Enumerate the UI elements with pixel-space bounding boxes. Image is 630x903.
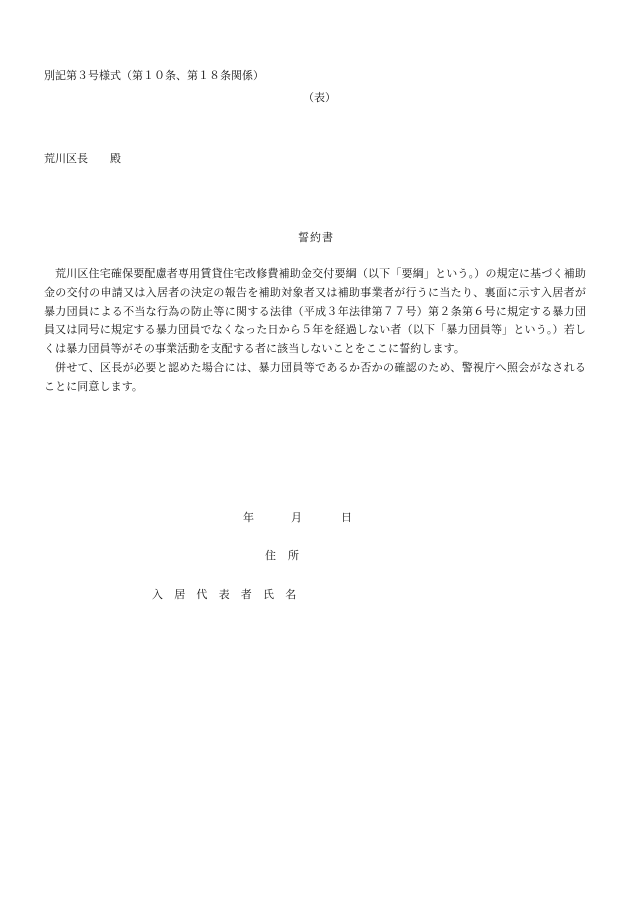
- resident-representative-name-label: 入居代表者氏名: [152, 588, 308, 601]
- side-mark: （表）: [303, 91, 336, 104]
- day-label: 日: [341, 511, 352, 524]
- date-row: [243, 509, 352, 525]
- honorific: 殿: [110, 152, 121, 165]
- addressee-line: [44, 150, 121, 166]
- document-title: 誓約書: [298, 231, 334, 244]
- pledge-paragraph: 荒川区住宅確保要配慮者専用賃貸住宅改修費補助金交付要綱（以下「要綱」という。）の規定に基づく補助金の交付の申請又は入居者の決定の報告を補助対象者又は補助事業者が行うに当たり、裏面に示す入居者が暴力団員による不当な行為の防止等に関する法律（平成３年法律第７７号）第２条第６号に規定する暴力団員又は同号に規定する暴力団員でなくなった日から５年を経過しない者（以下「暴力団員等」という。）若しくは暴力団員等がその事業活動を支配する者に該当しないことをここに誓約します。: [44, 267, 586, 356]
- pledge-body: [44, 265, 586, 397]
- addressee: 荒川区長: [44, 152, 88, 165]
- form-reference: 別記第３号様式（第１０条、第１８条関係）: [44, 69, 264, 82]
- address-label: 住所: [265, 549, 311, 562]
- year-label: 年: [243, 511, 254, 524]
- month-label: 月: [291, 511, 302, 524]
- consent-paragraph: 併せて、区長が必要と認めた場合には、暴力団員等であるか否かの確認のため、警視庁へ照会がなされることに同意します。: [44, 360, 586, 393]
